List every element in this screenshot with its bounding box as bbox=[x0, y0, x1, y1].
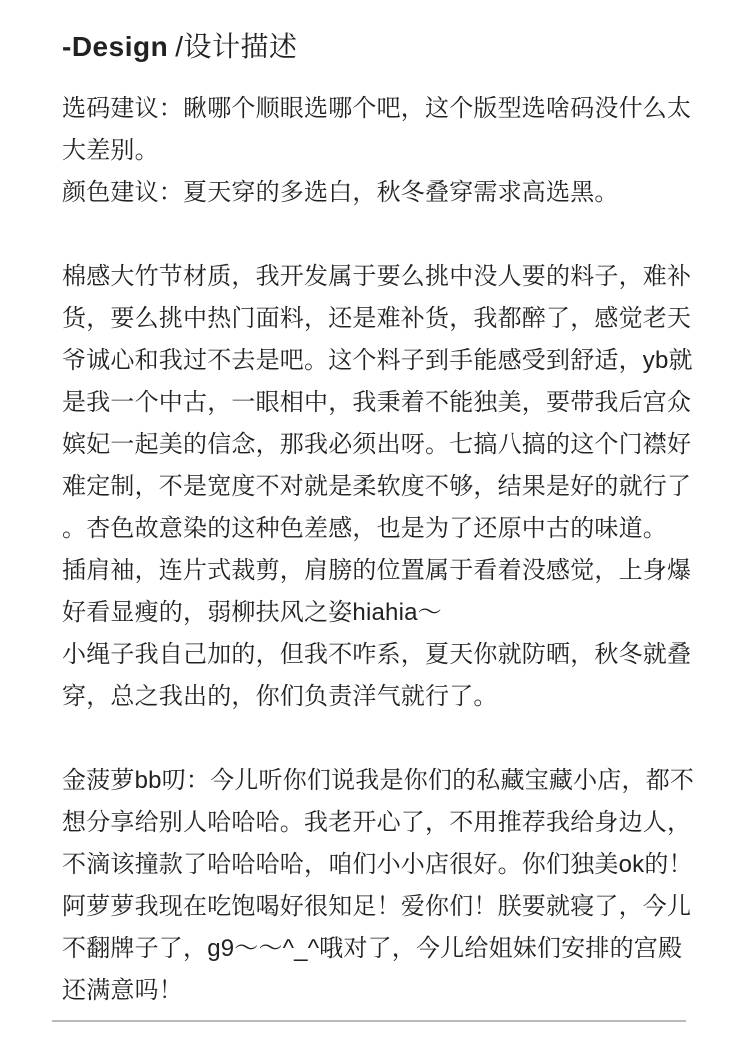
text-line: 颜色建议：夏天穿的多选白，秋冬叠穿需求高选黑。 bbox=[62, 179, 619, 206]
page-title-chinese: /设计描述 bbox=[175, 31, 298, 62]
paragraph-shop-owner-chat bbox=[62, 760, 702, 1012]
text-line: 大差别。 bbox=[62, 137, 159, 164]
page-title-english: -Design bbox=[62, 31, 169, 62]
text-line: 阿萝萝我现在吃饱喝好很知足！爱你们！朕要就寝了，今儿 bbox=[62, 893, 692, 920]
text-line: 金菠萝bb叨：今儿听你们说我是你们的私藏宝藏小店，都不 bbox=[62, 767, 695, 794]
section-divider bbox=[52, 1020, 686, 1022]
text-line: 棉感大竹节材质，我开发属于要么挑中没人要的料子，难补 bbox=[62, 263, 692, 290]
paragraph-fabric-description bbox=[62, 256, 702, 718]
text-line: 还满意吗！ bbox=[62, 977, 183, 1004]
text-line: 想分享给别人哈哈哈。我老开心了，不用推荐我给身边人， bbox=[62, 809, 692, 836]
text-line: 是我一个中古，一眼相中，我秉着不能独美，要带我后宫众 bbox=[62, 389, 692, 416]
text-line: 。杏色故意染的这种色差感，也是为了还原中古的味道。 bbox=[62, 515, 667, 542]
text-line: 小绳子我自己加的，但我不咋系，夏天你就防晒，秋冬就叠 bbox=[62, 641, 692, 668]
text-line: 插肩袖，连片式裁剪，肩膀的位置属于看着没感觉，上身爆 bbox=[62, 557, 692, 584]
text-line: 好看显瘦的，弱柳扶风之姿hiahia～ bbox=[62, 599, 442, 626]
text-line: 选码建议：瞅哪个顺眼选哪个吧，这个版型选啥码没什么太 bbox=[62, 95, 692, 122]
text-line: 难定制，不是宽度不对就是柔软度不够，结果是好的就行了 bbox=[62, 473, 692, 500]
page-title bbox=[62, 30, 702, 64]
text-line: 嫔妃一起美的信念，那我必须出呀。七搞八搞的这个门襟好 bbox=[62, 431, 692, 458]
text-line: 穿，总之我出的，你们负责洋气就行了。 bbox=[62, 683, 498, 710]
text-line: 爷诚心和我过不去是吧。这个料子到手能感受到舒适，yb就 bbox=[62, 347, 693, 374]
text-line: 货，要么挑中热门面料，还是难补货，我都醉了，感觉老天 bbox=[62, 305, 692, 332]
text-line: 不翻牌子了，g9～～^_^哦对了，今儿给姐妹们安排的宫殿 bbox=[62, 935, 683, 962]
paragraph-size-color-advice bbox=[62, 88, 702, 214]
text-line: 不滴该撞款了哈哈哈哈，咱们小小店很好。你们独美ok的！ bbox=[62, 851, 693, 878]
